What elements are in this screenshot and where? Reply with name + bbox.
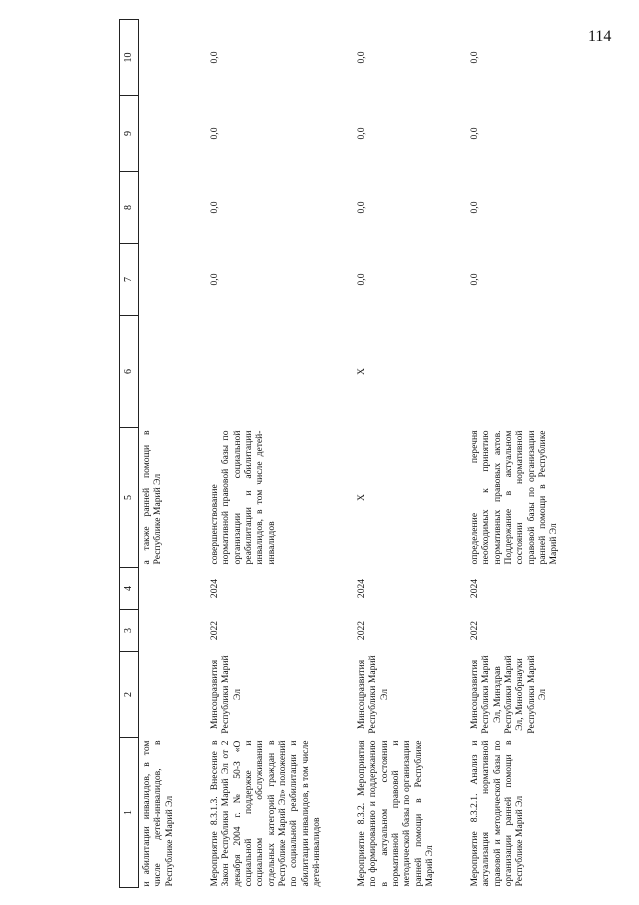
page-number: 114 — [588, 28, 612, 45]
program-table — [119, 19, 614, 888]
cell-result: а также ранней помощи в Республике Марий Эл — [141, 430, 164, 565]
cell-col10 — [139, 20, 208, 96]
cell-col8: 0,0 — [356, 201, 367, 214]
cell-col7: 0,0 — [356, 273, 367, 286]
cell-end-year: 2024 — [356, 578, 367, 599]
cell-col9: 0,0 — [356, 127, 367, 140]
cell-start-year — [139, 610, 208, 652]
cell-col8: 0,0 — [469, 201, 480, 214]
col-header-5: 5 — [120, 428, 139, 568]
cell-col6 — [207, 316, 354, 428]
cell-col9: 0,0 — [469, 127, 480, 140]
table-row — [139, 20, 208, 888]
cell-start-year: 2022 — [209, 620, 220, 641]
cell-activity: Мероприятие 8.3.2. Мероприятия по формированию и поддержанию в актуальном состоянии нормативной правовой и методической базы по организации ранней помощи в Республике Марий Эл — [356, 740, 435, 887]
cell-col7 — [139, 244, 208, 316]
cell-executor — [139, 652, 208, 738]
col-header-10: 10 — [120, 20, 139, 96]
table-row — [467, 20, 614, 888]
col-header-6: 6 — [120, 316, 139, 428]
cell-end-year: 2024 — [209, 578, 220, 599]
cell-activity: и абилитации инвалидов, в том числе детей-инвалидов, в Республике Марий Эл — [141, 740, 175, 887]
cell-col6 — [139, 316, 208, 428]
cell-col10: 0,0 — [469, 51, 480, 64]
cell-result: определение перечня необходимых к принятию нормативных правовых актов. Поддержание в актуальном состоянии нормативной правовой базы по организации ранней помощи в Республике Марий Эл — [469, 430, 560, 565]
cell-activity: Мероприятие 8.3.2.1. Анализ и актуализация нормативной правовой и методической базы по организации ранней помощи в Республике Марий Эл — [469, 740, 526, 887]
cell-executor: Минсоцразвития Республики Марий Эл, Минздрав Республики Марий Эл, Минобрнауки Республики Марий Эл — [469, 655, 548, 734]
cell-col8: 0,0 — [209, 201, 220, 214]
rotated-table-container — [119, 20, 639, 888]
table-row — [354, 20, 467, 888]
cell-start-year: 2022 — [356, 620, 367, 641]
col-header-8: 8 — [120, 172, 139, 244]
cell-executor: Минсоцразвития Республики Марий Эл — [356, 655, 390, 734]
cell-col7: 0,0 — [209, 273, 220, 286]
col-header-1: 1 — [120, 738, 139, 888]
cell-col6 — [467, 316, 614, 428]
header-row — [120, 20, 139, 888]
table-row — [207, 20, 354, 888]
col-header-7: 7 — [120, 244, 139, 316]
cell-col9 — [139, 96, 208, 172]
cell-end-year — [139, 568, 208, 610]
cell-activity: Мероприятие 8.3.1.3. Внесение в Закон Республики Марий Эл от 2 декабря 2004 г. № 50-З «О социальной поддержке и социальном обслуживании отдельных категорий граждан в Республике Марий Эл» положений по социальной реабилитации и абилитации инвалидов, в том числе детей-инвалидов — [209, 740, 322, 887]
col-header-3: 3 — [120, 610, 139, 652]
col-header-4: 4 — [120, 568, 139, 610]
cell-col10: 0,0 — [209, 51, 220, 64]
cell-result: совершенствование нормативной правовой базы по организации социальной реабилитации и абилитации инвалидов, в том числе детей-инвалидов — [209, 430, 277, 565]
col-header-9: 9 — [120, 96, 139, 172]
cell-col10: 0,0 — [356, 51, 367, 64]
col-header-2: 2 — [120, 652, 139, 738]
cell-col6: Х — [356, 368, 367, 375]
cell-col8 — [139, 172, 208, 244]
cell-col9: 0,0 — [209, 127, 220, 140]
cell-result: Х — [356, 494, 367, 501]
cell-end-year: 2024 — [469, 578, 480, 599]
cell-col7: 0,0 — [469, 273, 480, 286]
cell-start-year: 2022 — [469, 620, 480, 641]
cell-executor: Минсоцразвития Республики Марий Эл — [209, 655, 243, 734]
